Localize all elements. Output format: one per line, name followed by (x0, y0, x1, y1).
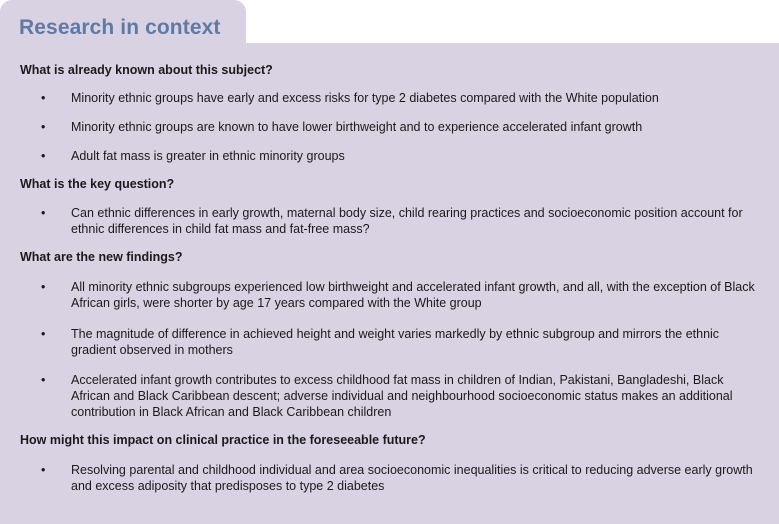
bullet-icon: • (41, 463, 46, 477)
section-heading-clinical-impact: How might this impact on clinical practice in the foreseeable future? (20, 433, 426, 447)
list-item-text: All minority ethnic subgroups experienced low birthweight and accelerated infant growth, and all, with the exception of Black African girls, were shorter by age 17 years compared with the White group (71, 280, 755, 310)
section-heading-new-findings: What are the new findings? (20, 250, 183, 264)
title-tab (0, 0, 246, 44)
list-item-text: Can ethnic differences in early growth, maternal body size, child rearing practices and socioeconomic position account for ethnic differences in child fat mass and fat-free mass? (71, 206, 743, 236)
section-heading-key-question: What is the key question? (20, 177, 175, 191)
list-item-text: Minority ethnic groups are known to have lower birthweight and to experience accelerated infant growth (71, 120, 643, 134)
bullet-icon: • (41, 206, 46, 220)
list-item-text: Accelerated infant growth contributes to excess childhood fat mass in children of Indian, Pakistani, Bangladeshi, Black African and Black Caribbean descent; adverse individual and neighbourhood socioeconomic status makes an additional contribution in Black African and Black Caribbean children (71, 373, 733, 419)
section-heading-known: What is already known about this subject? (20, 63, 273, 77)
bullet-icon: • (41, 91, 46, 105)
bullet-icon: • (41, 373, 46, 387)
bullet-icon: • (41, 280, 46, 294)
list-item-text: Adult fat mass is greater in ethnic minority groups (71, 149, 345, 163)
list-item-text: The magnitude of difference in achieved height and weight varies markedly by ethnic subgroup and mirrors the ethnic gradient observed in mothers (71, 327, 720, 357)
list-item-text: Minority ethnic groups have early and excess risks for type 2 diabetes compared with the White population (71, 91, 659, 105)
bullet-icon: • (41, 327, 46, 341)
list-item-text: Resolving parental and childhood individual and area socioeconomic inequalities is critical to reducing adverse early growth and excess adiposity that predisposes to type 2 diabetes (71, 463, 753, 493)
bullet-icon: • (41, 120, 46, 134)
box-title: Research in context (19, 16, 221, 39)
bullet-icon: • (41, 149, 46, 163)
